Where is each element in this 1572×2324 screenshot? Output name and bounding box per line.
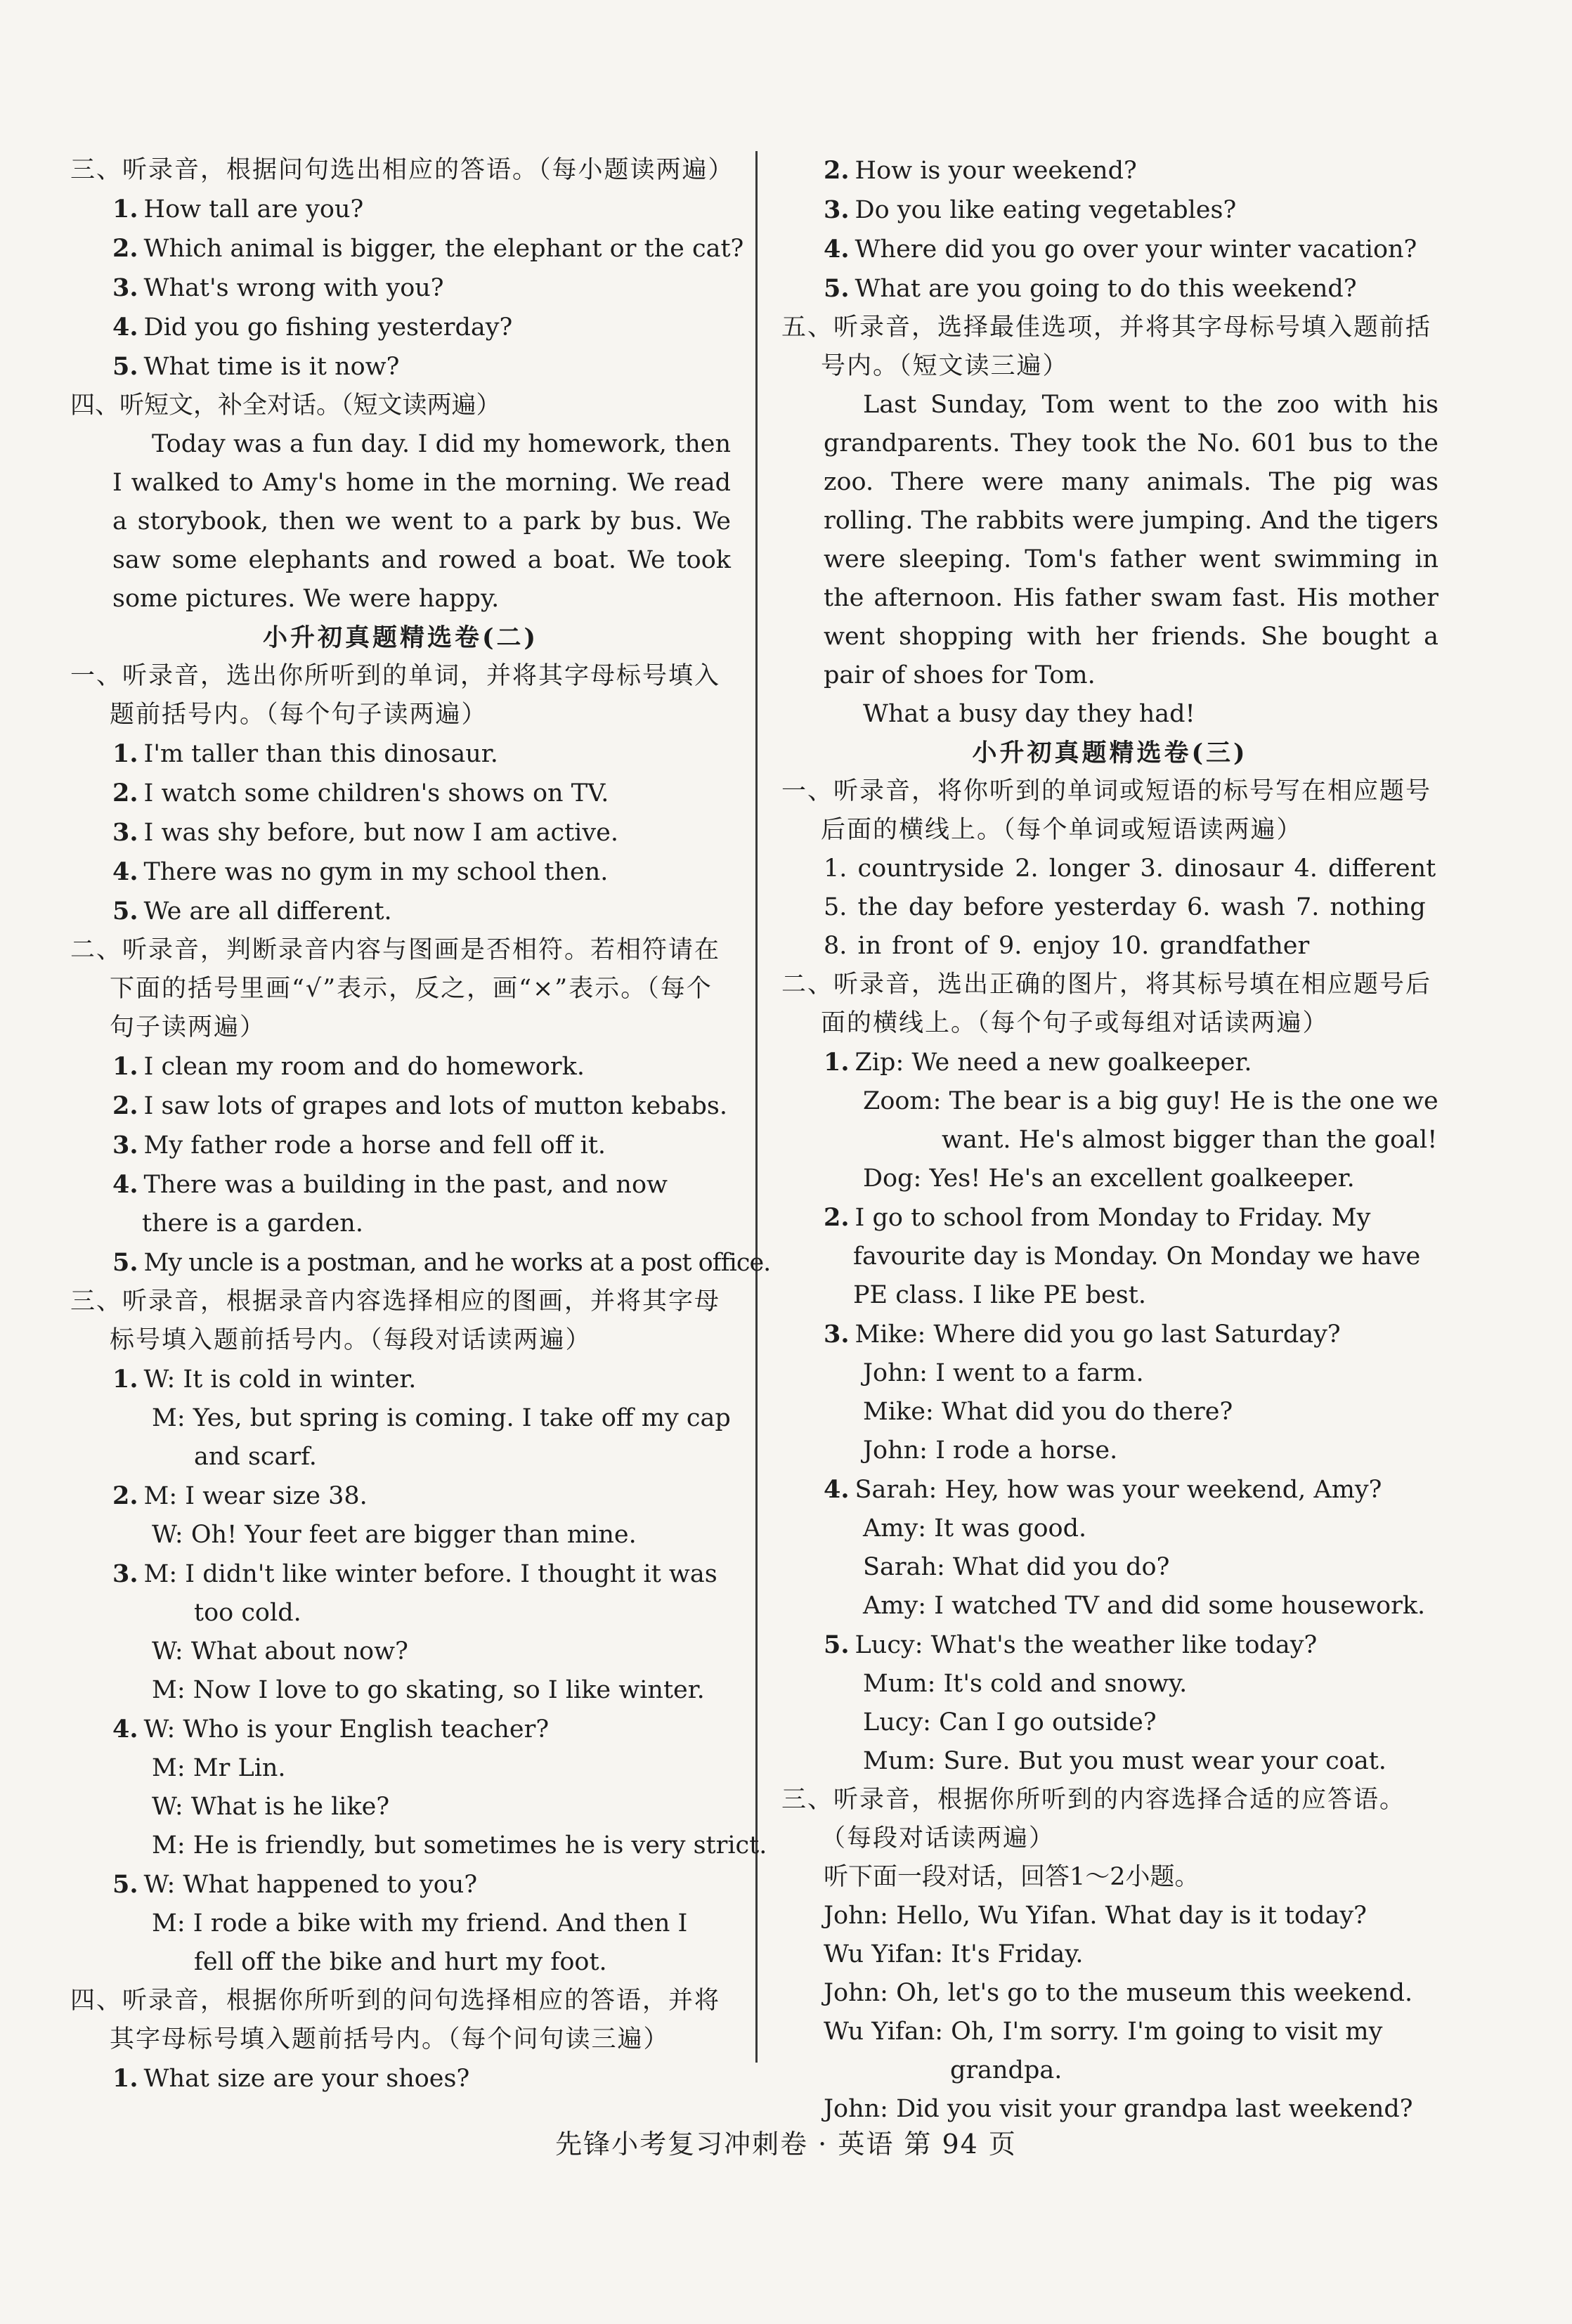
list-item: 4. Where did you go over your winter vacation? bbox=[824, 235, 1417, 264]
section-heading: 三、听录音，根据你所听到的内容选择合适的应答语。（每段对话读两遍） bbox=[781, 1786, 1406, 1852]
dialog-line: 1. Zip: We need a new goalkeeper. bbox=[824, 1048, 1252, 1077]
list-item: 5. What time is it now? bbox=[112, 352, 400, 381]
section-heading: 三、听录音，根据录音内容选择相应的图画，并将其字母标号填入题前括号内。（每段对话读两遍） bbox=[70, 1287, 721, 1354]
dialog-line: 3. M: I didn't like winter before. I thought it was too cold. bbox=[112, 1559, 717, 1627]
instruction: 听下面一段对话，回答1～2小题。 bbox=[824, 1863, 1200, 1891]
dialog-line: Wu Yifan: It's Friday. bbox=[824, 1940, 1084, 1968]
dialog-line: W: What about now? bbox=[152, 1637, 408, 1666]
dialog-line: 4. W: Who is your English teacher? bbox=[112, 1715, 550, 1744]
list-item: 4. There was no gym in my school then. bbox=[112, 857, 609, 886]
list-item: 1. How tall are you? bbox=[112, 195, 364, 223]
dialog-line: Amy: It was good. bbox=[863, 1514, 1087, 1543]
dialog-line: M: Now I love to go skating, so I like winter. bbox=[152, 1676, 705, 1704]
list-item: 2. I go to school from Monday to Friday. My favourite day is Monday. On Monday we have PE class. I like PE best. bbox=[824, 1203, 1421, 1309]
list-item: 3. Do you like eating vegetables? bbox=[824, 195, 1237, 224]
list-item: 2. I saw lots of grapes and lots of mutton kebabs. bbox=[112, 1091, 727, 1120]
list-item: 4. There was a building in the past, and now there is a garden. bbox=[112, 1170, 668, 1238]
dialog-line: John: I rode a horse. bbox=[863, 1436, 1118, 1465]
dialog-line: Mum: It's cold and snowy. bbox=[863, 1670, 1188, 1698]
dialog-line: Sarah: What did you do? bbox=[863, 1553, 1170, 1581]
dialog-line: M: He is friendly, but sometimes he is very strict. bbox=[152, 1831, 767, 1859]
list-item: 2. I watch some children's shows on TV. bbox=[112, 779, 609, 807]
word-list-row: 8. in front of 9. enjoy 10. grandfather bbox=[824, 932, 1310, 960]
dialog-line: W: Oh! Your feet are bigger than mine. bbox=[152, 1521, 637, 1549]
passage-last-line: What a busy day they had! bbox=[863, 700, 1195, 728]
passage: Today was a fun day. I did my homework, then I walked to Amy's home in the morning. We read a storybook, then we went to a park by bus. We saw some elephants and rowed a boat. We took some pictures. We were happy. bbox=[112, 430, 731, 613]
section-heading: 一、听录音，选出你所听到的单词，并将其字母标号填入题前括号内。（每个句子读两遍） bbox=[70, 662, 721, 729]
section-heading: 二、听录音，判断录音内容与图画是否相符。若相符请在下面的括号里画“√”表示，反之，画“×”表示。（每个句子读两遍） bbox=[70, 936, 721, 1041]
column-divider bbox=[755, 151, 758, 2063]
list-item: 3. My father rode a horse and fell off it. bbox=[112, 1131, 606, 1160]
dialog-line: 5. W: What happened to you? bbox=[112, 1870, 478, 1899]
list-item: 3. What's wrong with you? bbox=[112, 273, 444, 302]
list-item: 5. What are you going to do this weekend? bbox=[824, 274, 1357, 303]
page-footer: 先锋小考复习冲刺卷 · 英语 第 94 页 bbox=[555, 2129, 1017, 2160]
list-item: 5. My uncle is a postman, and he works at a post office. bbox=[112, 1248, 771, 1277]
dialog-line: 5. Lucy: What's the weather like today? bbox=[824, 1630, 1318, 1659]
dialog-line: John: Did you visit your grandpa last weekend? bbox=[824, 2095, 1413, 2123]
dialog-line: Wu Yifan: Oh, I'm sorry. I'm going to visit my grandpa. bbox=[824, 2018, 1383, 2084]
section-heading: 二、听录音，选出正确的图片，将其标号填在相应题号后面的横线上。（每个句子或每组对话读两遍） bbox=[781, 971, 1432, 1037]
dialog-line: M: Mr Lin. bbox=[152, 1754, 286, 1782]
word-list-row: 1. countryside 2. longer 3. dinosaur 4. different bbox=[824, 855, 1436, 883]
list-item: 4. Did you go fishing yesterday? bbox=[112, 313, 513, 342]
dialog-line: Mike: What did you do there? bbox=[863, 1398, 1233, 1426]
right-column bbox=[781, 151, 1438, 2129]
paper-title: 小升初真题精选卷(三) bbox=[972, 739, 1248, 767]
dialog-line: 4. Sarah: Hey, how was your weekend, Amy? bbox=[824, 1475, 1382, 1504]
word-list-row: 5. the day before yesterday 6. wash 7. nothing bbox=[824, 893, 1426, 921]
dialog-line: 1. W: It is cold in winter. bbox=[112, 1365, 417, 1394]
list-item: 1. What size are your shoes? bbox=[112, 2064, 470, 2093]
dialog-line: Dog: Yes! He's an excellent goalkeeper. bbox=[863, 1164, 1355, 1193]
dialog-line: John: Hello, Wu Yifan. What day is it today? bbox=[824, 1902, 1367, 1930]
dialog-line: John: I went to a farm. bbox=[863, 1359, 1144, 1387]
passage: Last Sunday, Tom went to the zoo with his grandparents. They took the No. 601 bus to the zoo. There were many animals. The pig was rolling. The rabbits were jumping. And the tigers were sleeping. Tom's father went swimming in the afternoon. His father swam fast. His mother went shopping with her friends. She bought a pair of shoes for Tom. bbox=[824, 391, 1438, 689]
list-item: 3. I was shy before, but now I am active. bbox=[112, 818, 618, 847]
section-heading: 五、听录音，选择最佳选项，并将其字母标号填入题前括号内。（短文读三遍） bbox=[781, 313, 1432, 380]
section-heading: 三、听录音，根据问句选出相应的答语。（每小题读两遍） bbox=[70, 156, 734, 184]
dialog-line: 3. Mike: Where did you go last Saturday? bbox=[824, 1320, 1341, 1349]
section-heading: 一、听录音，将你听到的单词或短语的标号写在相应题号后面的横线上。（每个单词或短语读两遍） bbox=[781, 777, 1432, 844]
section-heading: 四、听录音，根据你所听到的问句选择相应的答语，并将其字母标号填入题前括号内。（每个问句读三遍） bbox=[70, 1987, 721, 2053]
list-item: 1. I clean my room and do homework. bbox=[112, 1052, 585, 1081]
dialog-line: John: Oh, let's go to the museum this weekend. bbox=[824, 1979, 1413, 2007]
dialog-line: M: Yes, but spring is coming. I take off my cap and scarf. bbox=[152, 1404, 731, 1471]
dialog-line: Lucy: Can I go outside? bbox=[863, 1708, 1157, 1736]
list-item: 5. We are all different. bbox=[112, 897, 392, 926]
dialog-line: Mum: Sure. But you must wear your coat. bbox=[863, 1747, 1386, 1775]
section-heading: 四、听短文，补全对话。（短文读两遍） bbox=[70, 391, 501, 420]
list-item: 2. How is your weekend? bbox=[824, 156, 1137, 185]
dialog-line: Zoom: The bear is a big guy! He is the one we want. He's almost bigger than the goal! bbox=[863, 1087, 1438, 1154]
dialog-line: W: What is he like? bbox=[152, 1793, 390, 1821]
paper-title: 小升初真题精选卷(二) bbox=[262, 623, 539, 652]
list-item: 2. Which animal is bigger, the elephant or the cat? bbox=[112, 234, 744, 263]
list-item: 1. I'm taller than this dinosaur. bbox=[112, 739, 498, 768]
left-column bbox=[70, 151, 771, 2098]
dialog-line: M: I rode a bike with my friend. And then I fell off the bike and hurt my foot. bbox=[152, 1909, 688, 1976]
dialog-line: Amy: I watched TV and did some housework. bbox=[863, 1592, 1426, 1620]
dialog-line: 2. M: I wear size 38. bbox=[112, 1481, 368, 1510]
